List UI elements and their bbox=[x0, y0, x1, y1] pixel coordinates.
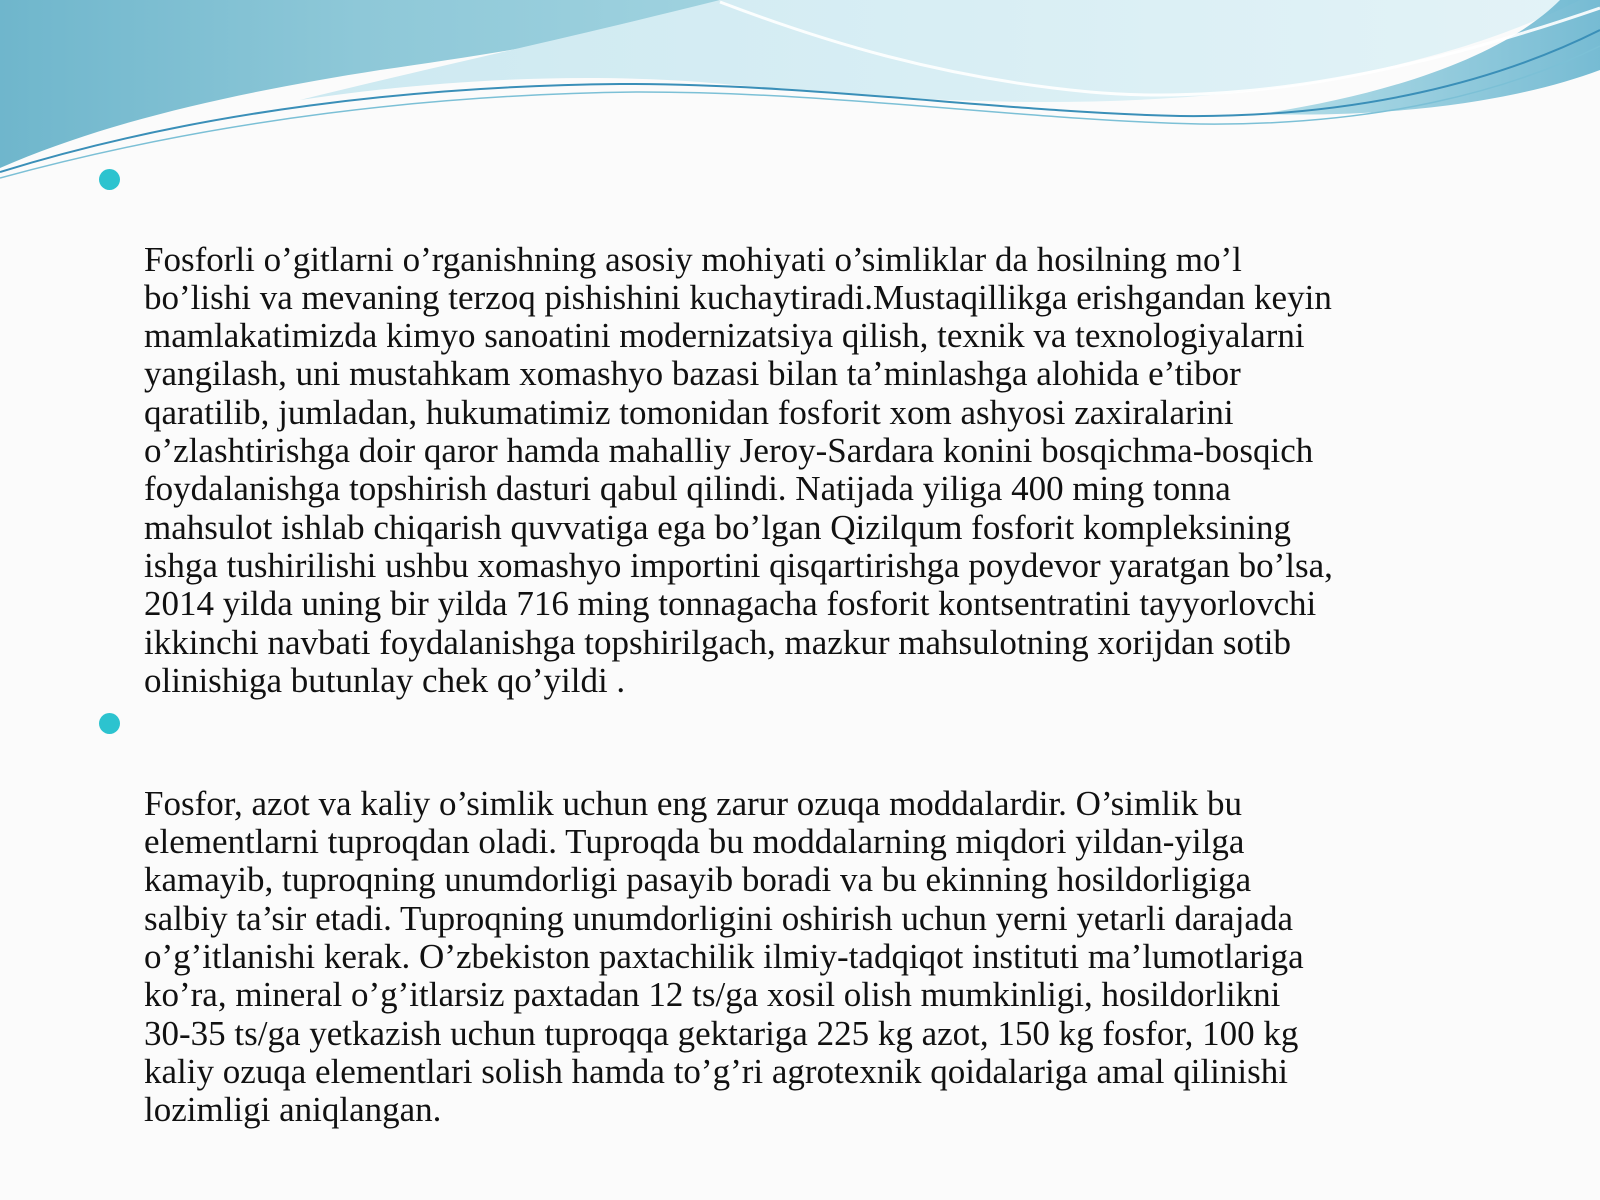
bullet-text: Fosfor, azot va kaliy o’simlik uchun eng zarur ozuqa moddalardir. O’simlik bu elementlarni tuproqdan oladi. Tuproqda bu moddalarning miqdori yildan-yilga kamayib, tuproqning unumdorligi pasayib boradi va bu ekinning hosildorligiga salbiy ta’sir etadi. Tuproqning unumdorligini oshirish uchun yerni yetarli darajada o’g’itlanishi kerak. O’zbekiston paxtachilik ilmiy-tadqiqot instituti ma’lumotlariga ko’ra, mineral o’g’itlarsiz paxtadan 12 ts/ga xosil olish mumkinligi, hosildorlikni 30-35 ts/ga yetkazish uchun tuproqqa gektariga 225 kg azot, 150 kg fosfor, 100 kg kaliy ozuqa elementlari solish hamda to’g’ri agrotexnik qoidalariga amal qilinishi lozimligi aniqlangan. bbox=[144, 783, 1304, 1130]
bullet-dot-icon bbox=[99, 169, 120, 190]
bullet-text: Fosforli o’gitlarni o’rganishning asosiy mohiyati o’simliklar da hosilning mo’l bo’lishi va mevaning terzoq pishishini kuchaytiradi.Mustaqillikga erishgandan keyin mamlakatimizda kimyo sanoatini modernizatsiya qilish, texnik va texnologiyalarni yangilash, uni mustahkam xomashyo bazasi bilan ta’minlashga alohida e’tibor qaratilib, jumladan, hukumatimiz tomonidan fosforit xom ashyosi zaxiralarini o’zlashtirishga doir qaror hamda mahalliy Jeroy-Sardara konini bosqichma-bosqich foydalanishga topshirish dasturi qabul qilindi. Natijada yiliga 400 ming tonna mahsulot ishlab chiqarish quvvatiga ega bo’lgan Qizilqum fosforit kompleksining ishga tushirilishi ushbu xomashyo importini qisqartirishga poydevor yaratgan bo’lsa, 2014 yilda uning bir yilda 716 ming tonnagacha fosforit kontsentratini tayyorlovchi ikkinchi navbati foydalanishga topshirilgach, mazkur mahsulotning xorijdan sotib olinishiga butunlay chek qo’yildi . bbox=[144, 239, 1333, 700]
bullet-item-fosfor-azot-kaliy bbox=[144, 708, 1514, 1129]
bullet-item-fosforli bbox=[144, 164, 1514, 700]
bullet-list bbox=[0, 164, 1600, 1129]
bullet-dot-icon bbox=[99, 713, 120, 734]
